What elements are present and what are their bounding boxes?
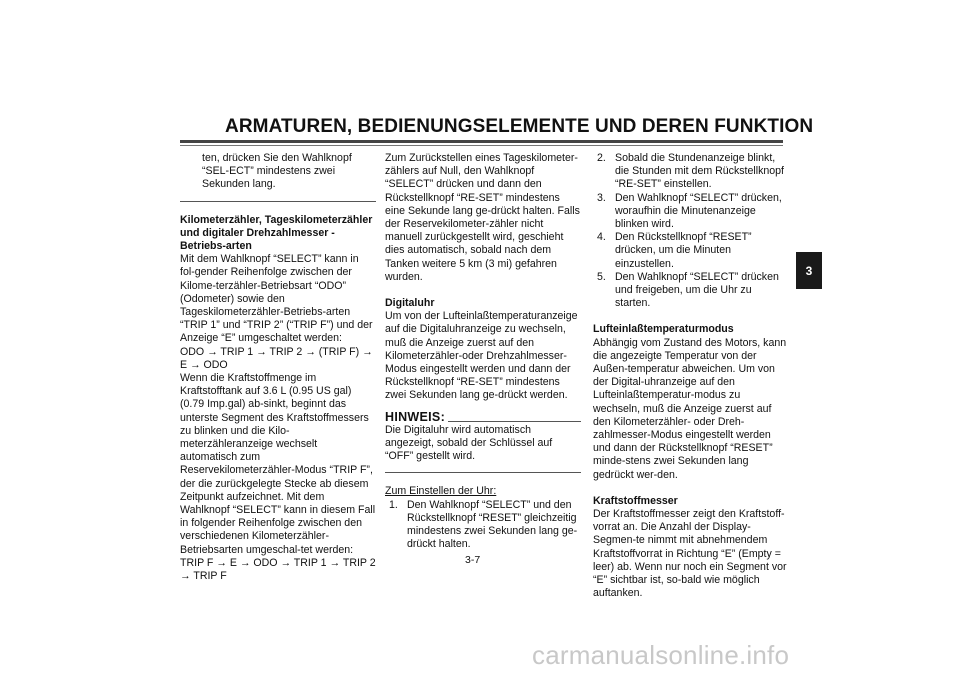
step-text: Sobald die Stundenanzeige blinkt, die Stunden mit dem Rückstellknopf “RE-SET” einstellen. (615, 152, 784, 191)
section-divider (180, 201, 376, 202)
list-item (593, 152, 789, 192)
paragraph: Abhängig vom Zustand des Motors, kann die angezeigte Temperatur von der Außen-temperatur abweichen. Um von der Digital-uhranzeige auf den Lufteinlaßtemperatur-modus zu wechseln, muß die Anzeige zuerst auf den Kilometerzähler- oder Dreh-zahlmesser-Modus eingestellt werden und dann der Rückstellknopf “RESET” minde-stens zwei Sekunden lang gedrückt wer-den. (593, 336, 787, 481)
note-header (385, 411, 581, 424)
section-heading-clock: Digitaluhr (385, 297, 435, 310)
section-heading-odometer: Kilometerzähler, Tageskilometerzähler und digitaler Drehzahlmesser - Betriebs-arten (180, 213, 373, 253)
clock-steps-continued (593, 152, 789, 310)
page-number: 3-7 (465, 554, 481, 566)
paragraph: Der Kraftstoffmesser zeigt den Kraftstoff-vorrat an. Die Anzahl der Display-Segmen-te nimmt mit abnehmendem Kraftstoffvorrat in Richtung “E” (Empty = leer) ab. Wenn nur noch ein Segment vor “E” sichtbar ist, so-bald wie möglich auftanken. (593, 508, 787, 600)
column-right (593, 152, 789, 601)
list-item (593, 192, 789, 232)
list-item (593, 231, 789, 271)
paragraph: Um von der Lufteinlaßtemperaturanzeige auf die Digitaluhranzeige zu wechseln, muß die Anzeige zuerst auf den Kilometerzähler-oder Drehzahlmesser-Modus eingestellt werden und dann der Rückstellknopf “RE-SET” mindestens zwei Sekunden lang ge-drückt werden. (385, 310, 578, 402)
step-text: Den Wahlknopf “SELECT” drücken und freigeben, um die Uhr zu starten. (615, 270, 779, 310)
title-rule (180, 140, 783, 143)
intro-text: ten, drücken Sie den Wahlknopf “SEL-ECT” mindestens zwei Sekunden lang. (202, 152, 352, 191)
step-number: 1. (389, 498, 398, 511)
clock-steps (385, 499, 581, 552)
step-number: 3. (597, 191, 606, 204)
column-middle (385, 152, 581, 551)
step-text: Den Wahlknopf “SELECT” drücken, woraufhin die Minutenanzeige blinken wird. (615, 191, 782, 231)
watermark: carmanualsonline.info (532, 640, 790, 670)
mode-sequence-reserve: TRIP F → E → ODO → TRIP 1 → TRIP 2 → TRIP F (180, 556, 376, 583)
section-heading-air-temp: Lufteinlaßtemperaturmodus (593, 323, 734, 336)
paragraph: Zum Zurückstellen eines Tageskilometer-zählers auf Null, den Wahlknopf “SELECT” drücken und dann den Rückstellknopf “RE-SET” mindestens eine Sekunde lang ge-drückt halten. Falls der Reservekilometer-zähler nicht manuell zurückgestellt wird, geschieht dies automatisch, sobald nach dem Tanken weitere 5 km (3 mi) gefahren wurden. (385, 152, 580, 283)
step-text: Den Rückstellknopf “RESET” drücken, um die Minuten einzustellen. (615, 231, 752, 270)
section-heading-fuel-gauge: Kraftstoffmesser (593, 494, 678, 507)
note-label: HINWEIS: (385, 409, 446, 424)
title-rule-thin (180, 145, 783, 146)
chapter-tab: 3 (796, 252, 822, 289)
paragraph: Mit dem Wahlknopf “SELECT” kann in fol-gender Reihenfolge zwischen der Kilome-terzähler-Betriebsart “ODO” (Odometer) sowie den Tageskilometerzähler-Betriebs-arten “TRIP 1” und “TRIP 2” (“TRIP F”) und der Anzeige “E” umgeschaltet werden: (180, 253, 373, 345)
page-title: ARMATUREN, BEDIENUNGSELEMENTE UND DEREN FUNKTION (225, 116, 814, 137)
step-number: 2. (597, 152, 606, 164)
step-number: 4. (597, 231, 606, 244)
step-number: 5. (597, 270, 606, 283)
mode-sequence: ODO → TRIP 1 → TRIP 2 → (TRIP F) → E → ODO (180, 345, 373, 371)
clock-setting-heading: Zum Einstellen der Uhr: (385, 485, 497, 498)
note-line (448, 421, 581, 422)
note-end-divider (385, 472, 581, 473)
column-left (180, 152, 376, 583)
list-item (385, 499, 581, 552)
step-text: Den Wahlknopf “SELECT” und den Rückstellknopf “RESET” gleichzeitig mindestens zwei Sekunden lang ge-drückt halten. (407, 498, 578, 551)
note-text: Die Digitaluhr wird automatisch angezeigt, sobald der Schlüssel auf “OFF” gestellt wird. (385, 423, 553, 463)
list-item (593, 271, 789, 311)
paragraph: Wenn die Kraftstoffmenge im Kraftstofftank auf 3.6 L (0.95 US gal) (0.79 Imp.gal) ab-sinkt, beginnt das unterste Segment des Kraftstoffmessers zu blinken und die Kilo-meterzähleranzeige wechselt automatisch zum Reservekilometerzähler-Modus “TRIP F”, der die zurückgelegte Stecke ab diesem Zeitpunkt aufzeichnet. Mit dem Wahlknopf “SELECT” kann in diesem Fall in folgender Reihenfolge zwischen den verschiedenen Kilometerzähler-Betriebsarten umgeschal-tet werden: (180, 372, 376, 556)
